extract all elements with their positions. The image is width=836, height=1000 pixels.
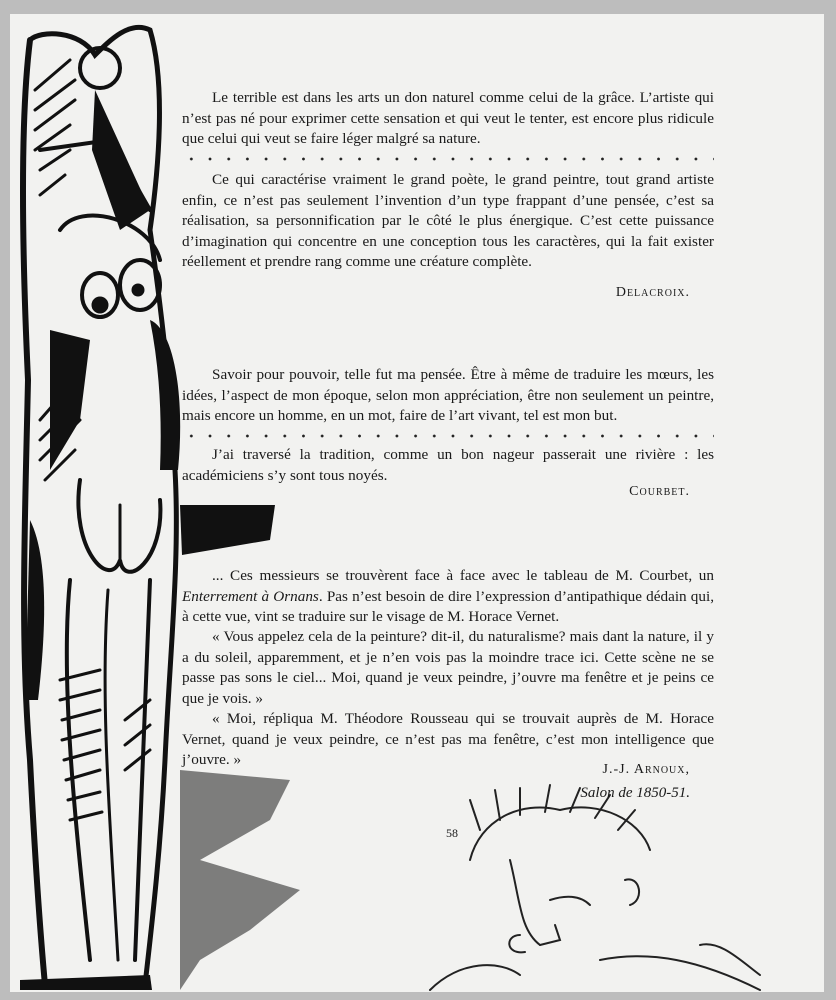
arnoux-text-b: . Pas n’est besoin de dire l’expression d’antipathique dédain qui, à cette vue, vint se traduire sur le visage de M. Horace Vernet. [182, 587, 715, 625]
courbet-paragraph-1: Savoir pour pouvoir, telle fut ma pensée. Être à même de traduire les mœurs, les idées, l’aspect de mon époque, selon mon appréciation, être non seulement un peintre, mais encore un homme, en un mot, faire de l’art vivant, tel est mon but. [182, 366, 714, 424]
delacroix-paragraph-2: Ce qui caractérise vraiment le grand poète, le grand peintre, tout grand artiste enfin, ce n’est pas seulement l’invention d’un type frappant d’une pensée, c’est sa réalisation, sa personnification par le côté le plus énergique. C’est cette puissance d’imagination qui concentre en une conception tous les caractères, qui la fait exister réellement et prendre rang comme une créature complète. [182, 171, 714, 270]
arnoux-paragraph-1 [182, 566, 714, 628]
delacroix-paragraph-1: Le terrible est dans les arts un don naturel comme celui de la grâce. L’artiste qui n’est pas né pour exprimer cette sensation et qui veut le tenter, est encore plus ridicule que celui qui veut se faire léger malgré sa nature. [182, 89, 714, 147]
delacroix-signature: Delacroix. [615, 285, 690, 300]
arnoux-paragraph-2: « Vous appelez cela de la peinture? dit-il, du naturalisme? mais dant la nature, il y a du soleil, apparemment, et je n’en vois pas la moindre trace ici. Cette scène ne se passe pas sons le ciel... Moi, quand je veux peindre, j’ouvre ma fenêtre et je peins ce que je vois. » [182, 628, 714, 707]
dotted-separator [182, 433, 714, 439]
arnoux-source: Salon de 1850-51. [580, 785, 690, 801]
dotted-separator [182, 156, 714, 162]
arnoux-signature: J.-J. Arnoux, [602, 762, 690, 777]
arnoux-text-a: ... Ces messieurs se trouvèrent face à face avec le tableau de M. Courbet, un [212, 567, 714, 584]
page-number: 58 [446, 826, 458, 840]
courbet-signature: Courbet. [629, 484, 690, 499]
courbet-paragraph-2: J’ai traversé la tradition, comme un bon nageur passerait une rivière : les académiciens s’y sont tous noyés. [182, 446, 714, 484]
arnoux-paragraph-3: « Moi, répliqua M. Théodore Rousseau qui se trouvait auprès de M. Horace Vernet, quand je veux peindre, ce n’est pas ma fenêtre, c’est mon intelligence que j’ouvre. » [182, 710, 714, 768]
painting-title: Enterrement à Ornans [182, 587, 319, 605]
